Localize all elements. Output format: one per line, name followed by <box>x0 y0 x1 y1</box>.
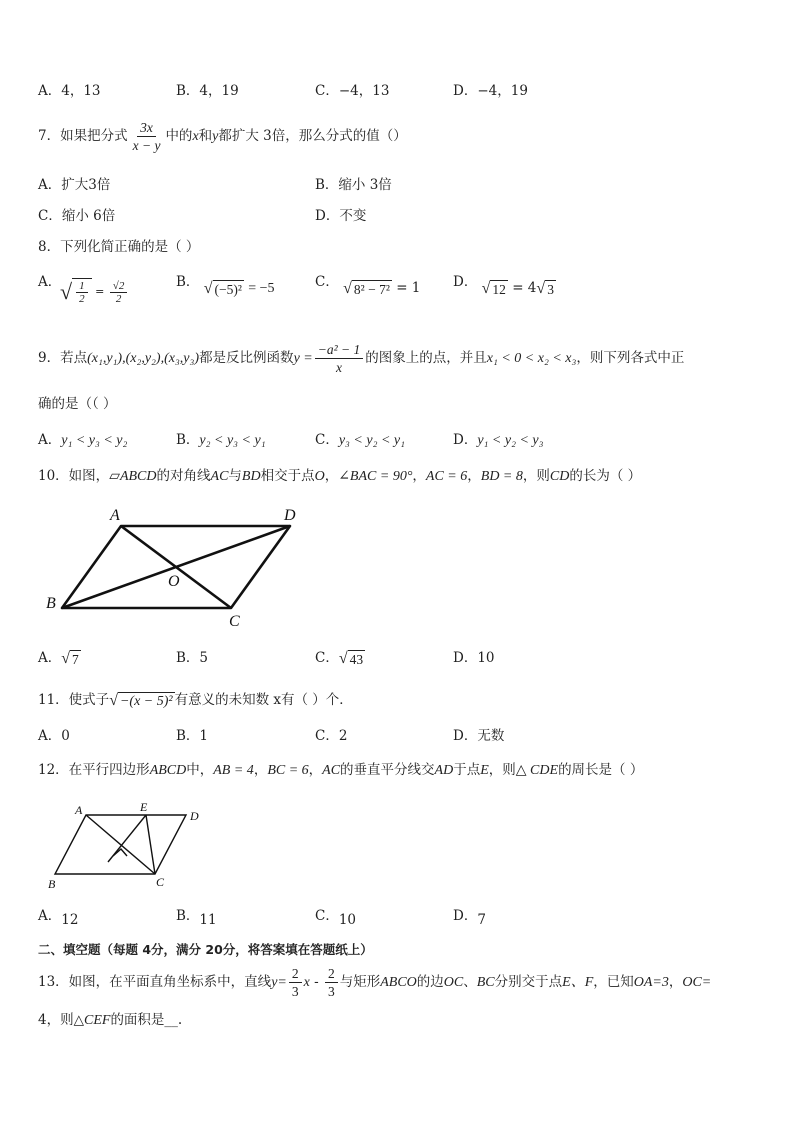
q9-p2: 都是反比例函数 <box>199 350 294 366</box>
q12-p7: ，则 <box>488 762 516 778</box>
q12-b-val: 11 <box>199 912 217 928</box>
q8-a-rhs-frac <box>110 280 128 305</box>
q8-option-d <box>453 272 556 297</box>
q12-figure <box>40 798 215 893</box>
q13-rect: ABCO <box>380 975 417 990</box>
q12-option-b <box>176 906 217 926</box>
q7-option-a: A．扩大3倍 <box>38 177 111 193</box>
q12-ad: AD <box>434 763 454 778</box>
q7-option-d: D．不变 <box>315 208 367 224</box>
q13-p3b: 、 <box>463 974 477 990</box>
q13-p3: 的边 <box>416 974 444 990</box>
q12-a-val: 12 <box>61 912 79 928</box>
q13-frac1 <box>289 965 302 1000</box>
q7-mid2: 和 <box>198 128 213 144</box>
q13-cef: CEF <box>83 1013 111 1028</box>
q12-bc: BC = 6 <box>267 763 309 778</box>
q13-minus: - <box>309 974 323 990</box>
q11-sqrt: √ −(x − 5)² <box>109 691 173 709</box>
q8-b-under: (−5)² <box>214 281 242 297</box>
q10-c-label: C． <box>315 650 339 666</box>
q13-oa: OA=3 <box>633 975 669 990</box>
q8-a-rhs-den: 2 <box>115 292 122 305</box>
q13-oc: OC <box>443 975 464 990</box>
q10-p6: ， <box>412 468 426 484</box>
q12-p8: 的周长是（ ） <box>558 762 644 778</box>
q8-b-sqrt: √ (−5)² <box>203 279 242 297</box>
q6-option-a: A．4，13 <box>38 83 101 99</box>
q12-c-val: 10 <box>338 912 357 928</box>
q10-figure <box>30 500 310 635</box>
q13-f2-den: 3 <box>327 984 335 999</box>
q12-option-c <box>315 906 356 926</box>
q13-stem <box>38 964 711 1001</box>
q9-p3: 的图象上的点，并且 <box>365 350 487 366</box>
q12-label-d: D <box>190 809 199 823</box>
q11-under: −(x − 5)² <box>119 693 173 709</box>
q13-bc: BC <box>476 975 495 990</box>
q9-option-a <box>38 430 127 451</box>
q11-option-a: A．0 <box>38 728 70 744</box>
section-2-heading: 二、填空题（每题 4分，满分 20分，将答案填在答题纸上） <box>38 942 373 957</box>
q13-oc2: OC= <box>682 975 712 990</box>
q8-a-inner-num: 1 <box>76 280 88 293</box>
q8-a-sqrt: √ $\frac{1}{2}$ <box>60 278 92 306</box>
q13-line2-b: 的面积是__. <box>110 1012 183 1028</box>
q8-d-label: D． <box>453 274 478 290</box>
q8-c-label: C． <box>315 274 339 290</box>
q10-o: O <box>314 469 325 484</box>
q8-option-c <box>315 272 421 297</box>
q13-ef: E、F <box>562 975 594 990</box>
q6-option-d: D．−4，19 <box>453 83 528 99</box>
q12-d-val: 7 <box>477 912 486 928</box>
q10-diagonal-bd <box>62 526 290 608</box>
q10-p8: ，则 <box>522 468 550 484</box>
q7-fraction <box>130 119 164 154</box>
q10-label-o: O <box>168 573 180 590</box>
q13-p1: 13．如图，在平面直角坐标系中，直线 <box>38 974 272 990</box>
q7-option-b: B．缩小 3倍 <box>315 177 392 193</box>
q8-b-rhs: = −5 <box>248 281 275 296</box>
q9-c-expr: y₃ < y₂ < y₁ <box>338 433 405 448</box>
q7-suffix: 都扩大 3倍，那么分式的值（） <box>218 128 407 144</box>
q10-ac: AC <box>210 469 229 484</box>
q10-p5: ， <box>324 468 339 484</box>
q10-c-sqrt: √ 43 <box>338 649 364 667</box>
q10-bd: BD <box>241 469 261 484</box>
q8-option-b <box>176 272 275 297</box>
q12-p3: ， <box>253 762 268 778</box>
q9-a-expr: y₁ < y₃ < y₂ <box>61 433 128 448</box>
q13-f1-den: 3 <box>291 984 299 999</box>
q12-c-label: C． <box>315 908 339 924</box>
q10-stem <box>38 466 641 487</box>
q8-option-a-label: A． <box>38 274 62 290</box>
q7-var-x: x <box>192 129 199 144</box>
q8-option-a-expr <box>60 278 129 306</box>
q12-abcd: ABCD <box>149 763 187 778</box>
q12-diagonal-ac <box>86 815 155 874</box>
q10-label-b: B <box>46 595 56 612</box>
q7-frac-num: 3x <box>137 119 156 137</box>
q12-option-d <box>453 906 486 926</box>
q9-cond: x₁ < 0 < x₂ < x₃ <box>486 351 577 366</box>
q13-p5: ，已知 <box>593 974 634 990</box>
q9-p1: 9．若点 <box>38 350 88 366</box>
q12-tri: △ CDE <box>515 763 559 778</box>
q13-stem-line2 <box>38 1010 182 1031</box>
q10-p2: 的对角线 <box>156 468 211 484</box>
q7-prefix: 7．如果把分式 <box>38 128 128 144</box>
q8-d-rhs-under: 3 <box>547 281 554 297</box>
q11-option-d: D．无数 <box>453 728 505 744</box>
q8-c-rhs: = 1 <box>396 280 421 296</box>
q8-a-eq: = <box>95 285 105 298</box>
q12-d-label: D． <box>453 908 478 924</box>
q8-stem: 8．下列化简正确的是（ ） <box>38 239 200 255</box>
q10-c-under: 43 <box>349 651 364 667</box>
q8-c-under: 8² − 7² <box>353 281 390 297</box>
q9-d-label: D． <box>453 432 478 448</box>
q12-e: E <box>480 763 489 778</box>
q13-p4: 分别交于点 <box>494 974 563 990</box>
q11-p2: 有意义的未知数 x有（ ）个． <box>174 692 353 708</box>
q9-d-expr: y₁ < y₂ < y₃ <box>477 433 544 448</box>
q13-y: y= <box>271 975 287 990</box>
q9-stem <box>38 338 684 379</box>
q13-line2-a: 4，则△ <box>38 1012 84 1028</box>
q10-option-c <box>315 648 365 668</box>
q12-label-a: A <box>75 803 83 817</box>
q8-a-rhs-num: √2 <box>110 280 128 293</box>
q8-c-sqrt: √ 8² − 7² <box>343 279 390 297</box>
q7-mid1: 中的 <box>165 128 193 144</box>
q11-stem <box>38 690 353 710</box>
q12-a-label: A． <box>38 908 62 924</box>
q9-b-label: B． <box>176 432 200 448</box>
q9-option-d <box>453 430 543 451</box>
q9-stem-line2: 确的是（（ ） <box>38 396 117 412</box>
q10-option-d: D．10 <box>453 650 495 666</box>
q9-option-b <box>176 430 266 451</box>
q12-p2: 中， <box>186 762 214 778</box>
q10-angle: ∠BAC = 90° <box>338 469 413 484</box>
q8-a-inner-den: 2 <box>79 293 85 305</box>
q10-p7: ， <box>467 468 481 484</box>
q12-segment-ec <box>146 815 155 874</box>
q8-d-under: 12 <box>492 281 506 297</box>
q12-p6: 于点 <box>453 762 481 778</box>
q13-x: x <box>303 975 310 990</box>
q10-label-a: A <box>110 507 120 524</box>
q12-label-e: E <box>140 800 148 814</box>
q12-ab: AB = 4 <box>213 763 254 778</box>
q10-p4: 相交于点 <box>260 468 315 484</box>
q9-fn-num: −a² − 1 <box>315 341 364 359</box>
q11-option-b: B．1 <box>176 728 209 744</box>
q10-para: ▱ABCD <box>109 469 157 484</box>
q8-d-rhs: = 4 <box>512 280 537 296</box>
q12-ac: AC <box>322 763 341 778</box>
q12-p1: 12．在平行四边形 <box>38 762 150 778</box>
q12-p4: ， <box>308 762 323 778</box>
q9-option-c <box>315 430 405 451</box>
q8-b-label: B． <box>176 274 200 290</box>
q10-a-under: 7 <box>72 651 79 667</box>
q11-p1: 11．使式子 <box>38 692 110 708</box>
q10-p1: 10．如图， <box>38 468 110 484</box>
q7-frac-den: x − y <box>132 138 161 153</box>
q12-p5: 的垂直平分线交 <box>340 762 435 778</box>
q12-option-a <box>38 906 78 926</box>
q9-a-label: A． <box>38 432 62 448</box>
q10-option-b: B．5 <box>176 650 209 666</box>
q7-option-c: C．缩小 6倍 <box>38 208 116 224</box>
q10-p9: 的长为（ ） <box>569 468 642 484</box>
q13-f2-num: 2 <box>325 965 338 983</box>
q9-fn-lhs: y = <box>293 351 313 366</box>
q12-label-b: B <box>48 877 56 891</box>
q10-label-d: D <box>284 507 296 524</box>
q10-a-label: A． <box>38 650 62 666</box>
q10-acv: AC = 6 <box>425 469 468 484</box>
q10-bdv: BD = 8 <box>480 469 523 484</box>
q13-p6: ， <box>668 974 683 990</box>
q10-option-a <box>38 648 81 668</box>
q10-p3: 与 <box>228 468 242 484</box>
q11-option-c: C．2 <box>315 728 348 744</box>
q6-option-b: B．4，19 <box>176 83 239 99</box>
q8-d-rhs-sqrt: √ 3 <box>536 279 554 297</box>
q9-fn-frac <box>315 341 364 376</box>
q13-p2: 与矩形 <box>339 974 381 990</box>
q7-var-y: y <box>212 129 219 144</box>
q8-a-inner-frac <box>76 280 88 305</box>
q7-stem <box>38 118 407 155</box>
q9-fn-den: x <box>336 360 342 375</box>
q12-stem <box>38 760 643 781</box>
q6-option-c: C．−4，13 <box>315 83 390 99</box>
q13-f1-num: 2 <box>289 965 302 983</box>
q9-c-label: C． <box>315 432 339 448</box>
q9-points: (x₁,y₁),(x₂,y₂),(x₃,y₃) <box>87 351 200 366</box>
q12-b-label: B． <box>176 908 200 924</box>
q10-label-c: C <box>229 613 240 630</box>
q9-p4: ，则下列各式中正 <box>576 350 685 366</box>
q10-a-sqrt: √ 7 <box>61 649 79 667</box>
q8-d-sqrt: √ 12 <box>481 279 506 297</box>
q10-cd: CD <box>549 469 570 484</box>
q13-frac2 <box>325 965 338 1000</box>
q9-b-expr: y₂ < y₃ < y₁ <box>199 433 266 448</box>
q12-label-c: C <box>156 875 165 889</box>
